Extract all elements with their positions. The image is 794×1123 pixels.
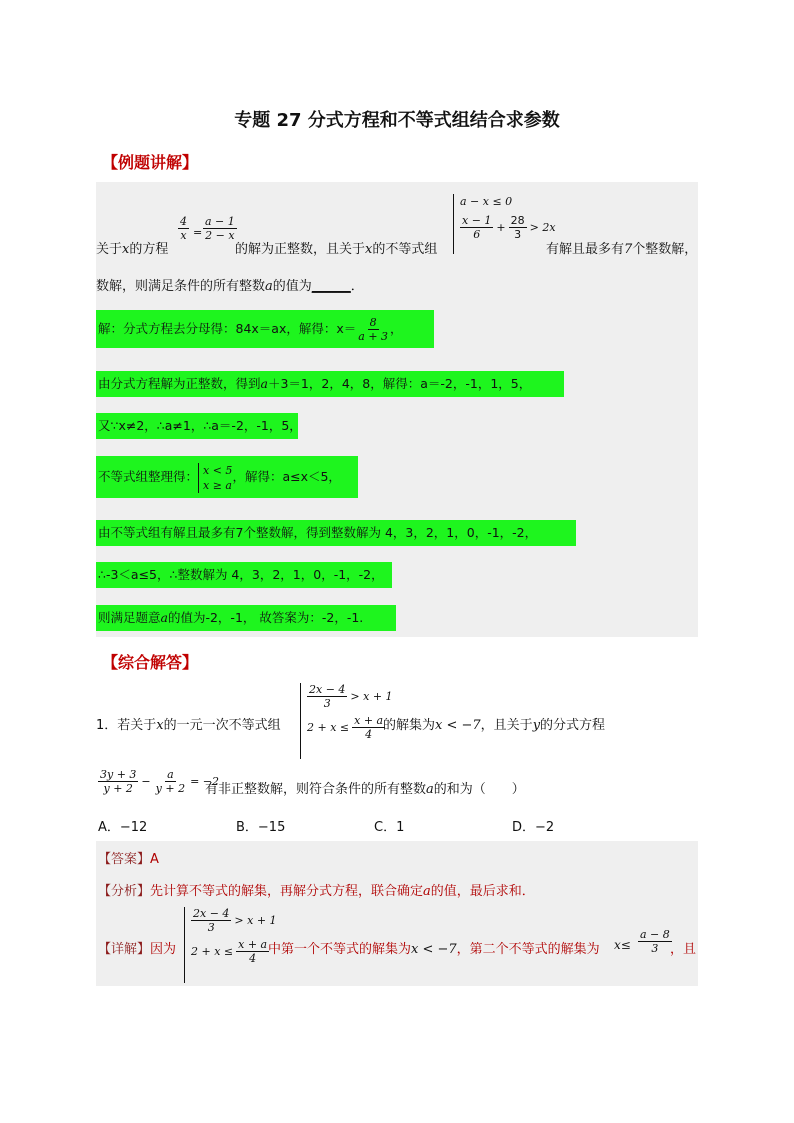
inequality-system [198, 463, 232, 493]
numerator: x + a [238, 938, 268, 951]
option-b: B．−15 [236, 820, 286, 835]
equation-rest: = −2 [190, 775, 220, 788]
text: 则满足题意 [98, 610, 161, 625]
system-line-2 [460, 214, 556, 241]
text: 中第一个不等式的解集为 [268, 942, 412, 957]
text: 的分式方程 [540, 718, 606, 733]
inequality-rest: > x + 1 [350, 690, 393, 703]
numerator: x − 1 [462, 214, 492, 227]
text: 由不等式组有解且最多有 [98, 525, 236, 540]
page-title: 专题 27 分式方程和不等式组结合求参数 [234, 110, 560, 131]
numerator: a − 8 [640, 928, 670, 941]
inequality-system [453, 194, 556, 254]
numerator: a − 1 [205, 215, 235, 228]
denominator: 3 [651, 942, 659, 955]
numerator: 2x − 4 [193, 907, 230, 920]
answer-value: A [150, 852, 159, 867]
text: 的方程 [129, 242, 169, 257]
answer-blank: ______ [311, 279, 351, 294]
text: 有解且最多有 [546, 242, 625, 257]
inequality-rest: > x + 1 [234, 914, 277, 927]
inequality-left: 2 + x ≤ [307, 721, 350, 734]
text: 关于 [96, 242, 123, 257]
solution-line-5 [96, 520, 576, 546]
option-c: C．1 [374, 820, 405, 835]
denominator: 3 [207, 921, 215, 934]
equation-right-fraction [203, 215, 237, 242]
denominator: y + 2 [155, 782, 186, 795]
system-line-2: x ≥ a [203, 478, 232, 492]
answer-line [98, 848, 159, 867]
text: 的一元一次不等式组 [163, 718, 281, 733]
inequality-rest: > 2x [529, 221, 556, 234]
solution-line-3: 又∵x≠2，∴a≠1，∴a＝-2，-1，5， [96, 413, 298, 439]
denominator: y + 2 [103, 782, 133, 795]
text: 数解，则满足条件的所有整数 [96, 279, 266, 294]
q1-line2-text [205, 778, 525, 797]
text: 的值为 [272, 279, 312, 294]
text: 个整数解， [632, 242, 698, 257]
text: 的解集为 [383, 718, 436, 733]
text: 解：分式方程去分母得：84x＝ax，解得：x＝ [98, 321, 357, 336]
solution-line-6: ∴-3＜a≤5，∴整数解为 4，3，2，1，0，-1，-2， [96, 562, 392, 588]
system-line-1: x < 5 [203, 463, 233, 477]
var-x: x [156, 718, 164, 733]
detail-set2-fraction [638, 928, 672, 955]
text: 的值为-2，-1， 故答案为：-2，-1. [167, 610, 364, 625]
numerator: 28 [510, 214, 525, 227]
text: 的值，最后求和． [430, 884, 535, 899]
solution-set: x < −7 [435, 718, 481, 733]
text: ，第二个不等式的解集为 [456, 942, 600, 957]
system-line-2 [191, 938, 277, 965]
solution-line-4 [96, 456, 358, 498]
text: 因为 [150, 942, 177, 957]
numerator: 2x − 4 [309, 683, 346, 696]
var-a: a [260, 376, 268, 391]
number: 7 [624, 242, 633, 257]
option-d: D．−2 [512, 820, 555, 835]
number: 7 [235, 525, 244, 540]
q1-fraction-equation [98, 768, 219, 795]
solution-line-7 [96, 605, 396, 631]
text: ＋3＝1，2，4，8，解得：a＝-2，-1，1，5， [267, 376, 532, 391]
var-a: a [160, 610, 168, 625]
denominator: a + 3 [358, 330, 389, 343]
equation-left-fraction [178, 215, 189, 242]
text: 的解为正整数，且关于 [235, 242, 366, 257]
system-line-1 [307, 683, 393, 710]
example-question-line2 [96, 275, 364, 294]
inequality-left: 2 + x ≤ [191, 945, 234, 958]
numerator: 8 [369, 316, 377, 329]
denominator: 4 [249, 952, 257, 965]
text: 有非正整数解，则符合条件的所有整数 [205, 782, 427, 797]
section-heading-example: 【例题讲解】 [102, 153, 199, 172]
text: ，且关于 [480, 718, 533, 733]
analysis-tag: 【分析】 [98, 884, 151, 899]
analysis-line [98, 880, 535, 899]
q1-inequality-system [300, 683, 393, 759]
var-a: a [426, 782, 434, 797]
detail-inequality-system [184, 907, 277, 983]
detail-tag: 【详解】 [98, 942, 151, 957]
example-question-line1-end [546, 238, 697, 257]
text: ，解得：a≤x＜5， [232, 469, 341, 484]
numerator: x + a [354, 714, 384, 727]
text: 由分式方程解为正整数，得到 [98, 376, 261, 391]
text: 的和为（ ） [433, 782, 525, 797]
numerator: a [167, 768, 174, 781]
detail-line-end: ，且 [670, 942, 697, 957]
q1-line1-end [383, 714, 605, 733]
solution-line-1 [96, 310, 434, 348]
system-line-2 [307, 714, 393, 741]
denominator: 3 [323, 697, 331, 710]
example-question-line1 [96, 238, 168, 257]
denominator: 4 [365, 728, 373, 741]
detail-set2-left: x≤ [614, 938, 631, 952]
denominator: 3 [514, 228, 522, 241]
denominator: 6 [473, 228, 481, 241]
var-x: x [365, 242, 373, 257]
equals-sign: = [193, 226, 203, 239]
plus-sign: + [496, 221, 506, 234]
minus-sign: − [141, 775, 151, 788]
denominator: x [180, 229, 187, 242]
numerator: 3y + 3 [100, 768, 137, 781]
text: 1．若关于 [96, 718, 157, 733]
text: 不等式组整理得： [98, 469, 199, 484]
numerator: 4 [180, 215, 187, 228]
var-a: a [265, 279, 273, 294]
answer-tag: 【答案】 [98, 852, 151, 867]
text: ， [390, 321, 403, 336]
solution-line-2 [96, 371, 564, 397]
text: ． [350, 279, 364, 294]
var-x: x [122, 242, 130, 257]
system-line-1: a − x ≤ 0 [460, 195, 513, 208]
example-question-line1-mid [235, 238, 437, 257]
q1-line1-start [96, 714, 281, 733]
section-heading-comprehensive: 【综合解答】 [102, 653, 199, 672]
option-a: A．−12 [98, 820, 148, 835]
text: 先计算不等式的解集，再解分式方程，联合确定 [150, 884, 424, 899]
solution-set: x < −7 [411, 942, 457, 957]
detail-line-start [98, 938, 176, 957]
detail-line-mid [268, 938, 600, 957]
text: 个整数解，得到整数解为 4，3，2，1，0，-1，-2， [243, 525, 538, 540]
denominator: 2 − x [205, 229, 235, 242]
text: 的不等式组 [372, 242, 438, 257]
var-y: y [532, 718, 541, 733]
system-line-1 [191, 907, 277, 934]
var-a: a [423, 884, 431, 899]
